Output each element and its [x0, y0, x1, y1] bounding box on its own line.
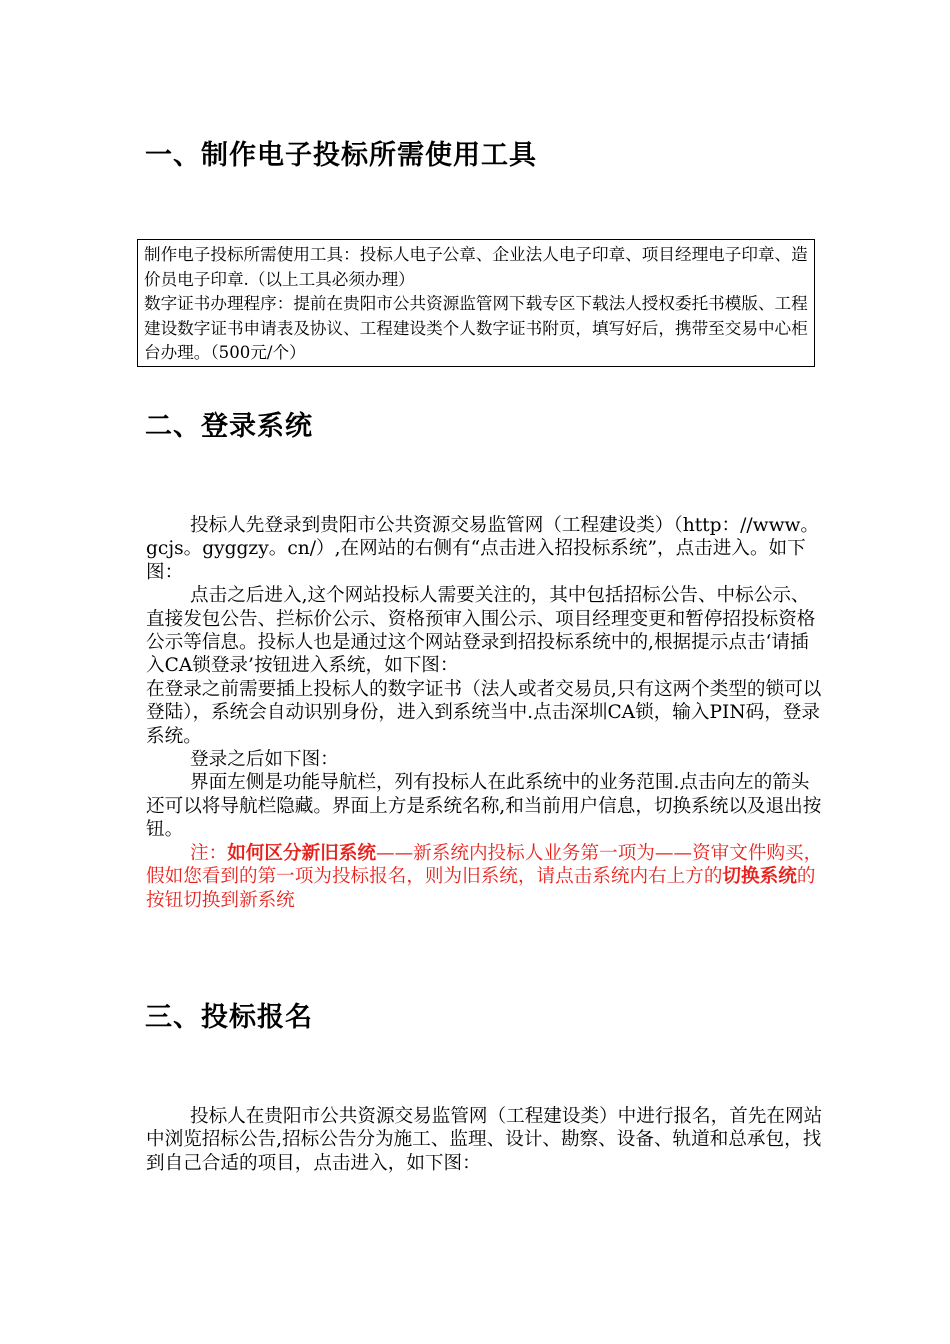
login-paragraph-5: 界面左侧是功能导航栏，列有投标人在此系统中的业务范围.点击向左的箭头还可以将导航栏隐藏。界面上方是系统名称,和当前用户信息，切换系统以及退出按钮。	[146, 772, 822, 841]
note-highlight-distinguish: 如何区分新旧系统	[227, 842, 376, 864]
login-paragraph-2: 点击之后进入,这个网站投标人需要关注的，其中包括招标公告、中标公示、直接发包公告、拦标价公示、资格预审入围公示、项目经理变更和暂停招投标资格公示等信息。投标人也是通过这个网站登录到招投标系统中的,根据提示点击‘请插入CA锁登录’按钮进入系统，如下图：	[146, 585, 816, 677]
note-end: 的按钮切换到新系统	[146, 866, 816, 911]
login-paragraph-3: 在登录之前需要插上投标人的数字证书（法人或者交易员,只有这两个类型的锁可以登陆），系统会自动识别身份，进入到系统当中.点击深圳CA锁，输入PIN码，登录系统。	[146, 678, 822, 747]
section-heading-login: 二、登录系统	[145, 411, 313, 442]
section-heading-tools: 一、制作电子投标所需使用工具	[145, 140, 537, 171]
note-prefix: 注：	[190, 842, 228, 864]
login-paragraph-4: 登录之后如下图：	[190, 749, 339, 771]
note-body: ——新系统内投标人业务第一项为——资审文件购买，假如您看到的第一项为投标报名，则为旧系统，请点击系统内右上方的	[146, 842, 823, 888]
section-heading-signup: 三、投标报名	[145, 1002, 313, 1033]
signup-paragraph-1: 投标人在贵阳市公共资源交易监管网（工程建设类）中进行报名，首先在网站中浏览招标公告,招标公告分为施工、监理、设计、勘察、设备、轨道和总承包，找到自己合适的项目，点击进入，如下图：	[146, 1106, 823, 1174]
system-note	[146, 842, 826, 912]
tools-info-box	[137, 239, 815, 367]
certificate-procedure-text: 数字证书办理程序：提前在贵阳市公共资源监管网下载专区下载法人授权委托书模版、工程建设数字证书申请表及协议、工程建设类个人数字证书附页，填写好后，携带至交易中心柜台办理。（500元/个）	[144, 294, 808, 363]
note-highlight-switch: 切换系统	[722, 866, 797, 888]
tools-list-text: 制作电子投标所需使用工具：投标人电子公章、企业法人电子印章、项目经理电子印章、造价员电子印章.（以上工具必须办理）	[144, 245, 808, 289]
signup-section-body	[146, 1105, 826, 1175]
login-paragraph-1: 投标人先登录到贵阳市公共资源交易监管网（工程建设类）（http：//www。gcjs。gyggzy。cn/）,在网站的右侧有“点击进入招投标系统”，点击进入。如下图：	[146, 515, 820, 583]
login-section-body	[146, 514, 826, 912]
